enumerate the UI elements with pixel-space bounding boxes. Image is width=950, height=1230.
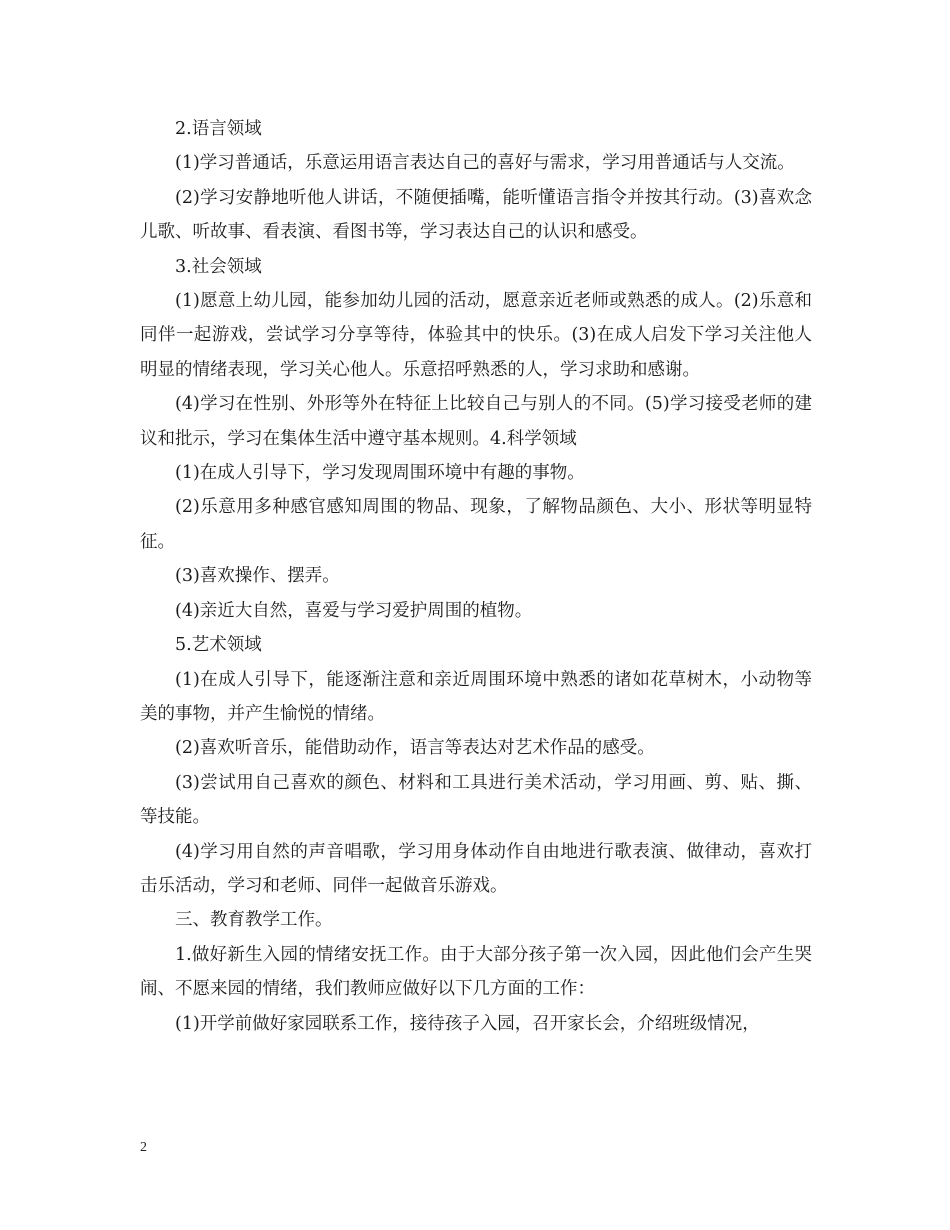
paragraph: (1)愿意上幼儿园，能参加幼儿园的活动，愿意亲近老师或熟悉的成人。(2)乐意和同伴一起游戏，尝试学习分享等待，体验其中的快乐。(3)在成人启发下学习关注他人明显的情绪表现，学习关心他人。乐意招呼熟悉的人，学习求助和感谢。 bbox=[140, 291, 812, 380]
heading-social-domain: 3.社会领域 bbox=[175, 256, 262, 277]
paragraph: (1)在成人引导下，能逐渐注意和亲近周围环境中熟悉的诸如花草树木，小动物等美的事物，并产生愉悦的情绪。 bbox=[140, 669, 812, 724]
paragraph: (2)乐意用多种感官感知周围的物品、现象，了解物品颜色、大小、形状等明显特征。 bbox=[140, 497, 812, 552]
heading-teaching-work: 三、教育教学工作。 bbox=[175, 910, 333, 931]
heading-art-domain: 5.艺术领域 bbox=[175, 635, 262, 656]
paragraph: (4)学习用自然的声音唱歌，学习用身体动作自由地进行歌表演、做律动，喜欢打击乐活动，学习和老师、同伴一起做音乐游戏。 bbox=[140, 841, 812, 896]
paragraph: (1)开学前做好家园联系工作，接待孩子入园，召开家长会，介绍班级情况， bbox=[175, 1013, 760, 1034]
paragraph: (3)喜欢操作、摆弄。 bbox=[175, 566, 340, 587]
paragraph: (4)学习在性别、外形等外在特征上比较自己与别人的不同。(5)学习接受老师的建议和批示，学习在集体生活中遵守基本规则。4.科学领域 bbox=[140, 394, 812, 449]
paragraph: (1)在成人引导下，学习发现周围环境中有趣的事物。 bbox=[175, 463, 585, 484]
paragraph: (2)喜欢听音乐，能借助动作，语言等表达对艺术作品的感受。 bbox=[175, 738, 655, 759]
paragraph: (4)亲近大自然，喜爱与学习爱护周围的植物。 bbox=[175, 600, 533, 621]
body-text bbox=[140, 112, 812, 1041]
page-number: 2 bbox=[140, 1140, 147, 1155]
paragraph: (2)学习安静地听他人讲话，不随便插嘴，能听懂语言指令并按其行动。(3)喜欢念儿歌、听故事、看表演、看图书等，学习表达自己的认识和感受。 bbox=[140, 187, 812, 243]
heading-language-domain: 2.语言领域 bbox=[175, 119, 262, 139]
paragraph: (1)学习普通话，乐意运用语言表达自己的喜好与需求，学习用普通话与人交流。 bbox=[175, 153, 795, 174]
paragraph: (3)尝试用自己喜欢的颜色、材料和工具进行美术活动，学习用画、剪、贴、撕、等技能。 bbox=[140, 772, 812, 828]
paragraph: 1.做好新生入园的情绪安抚工作。由于大部分孩子第一次入园，因此他们会产生哭闹、不愿来园的情绪，我们教师应做好以下几方面的工作： bbox=[140, 944, 812, 1000]
